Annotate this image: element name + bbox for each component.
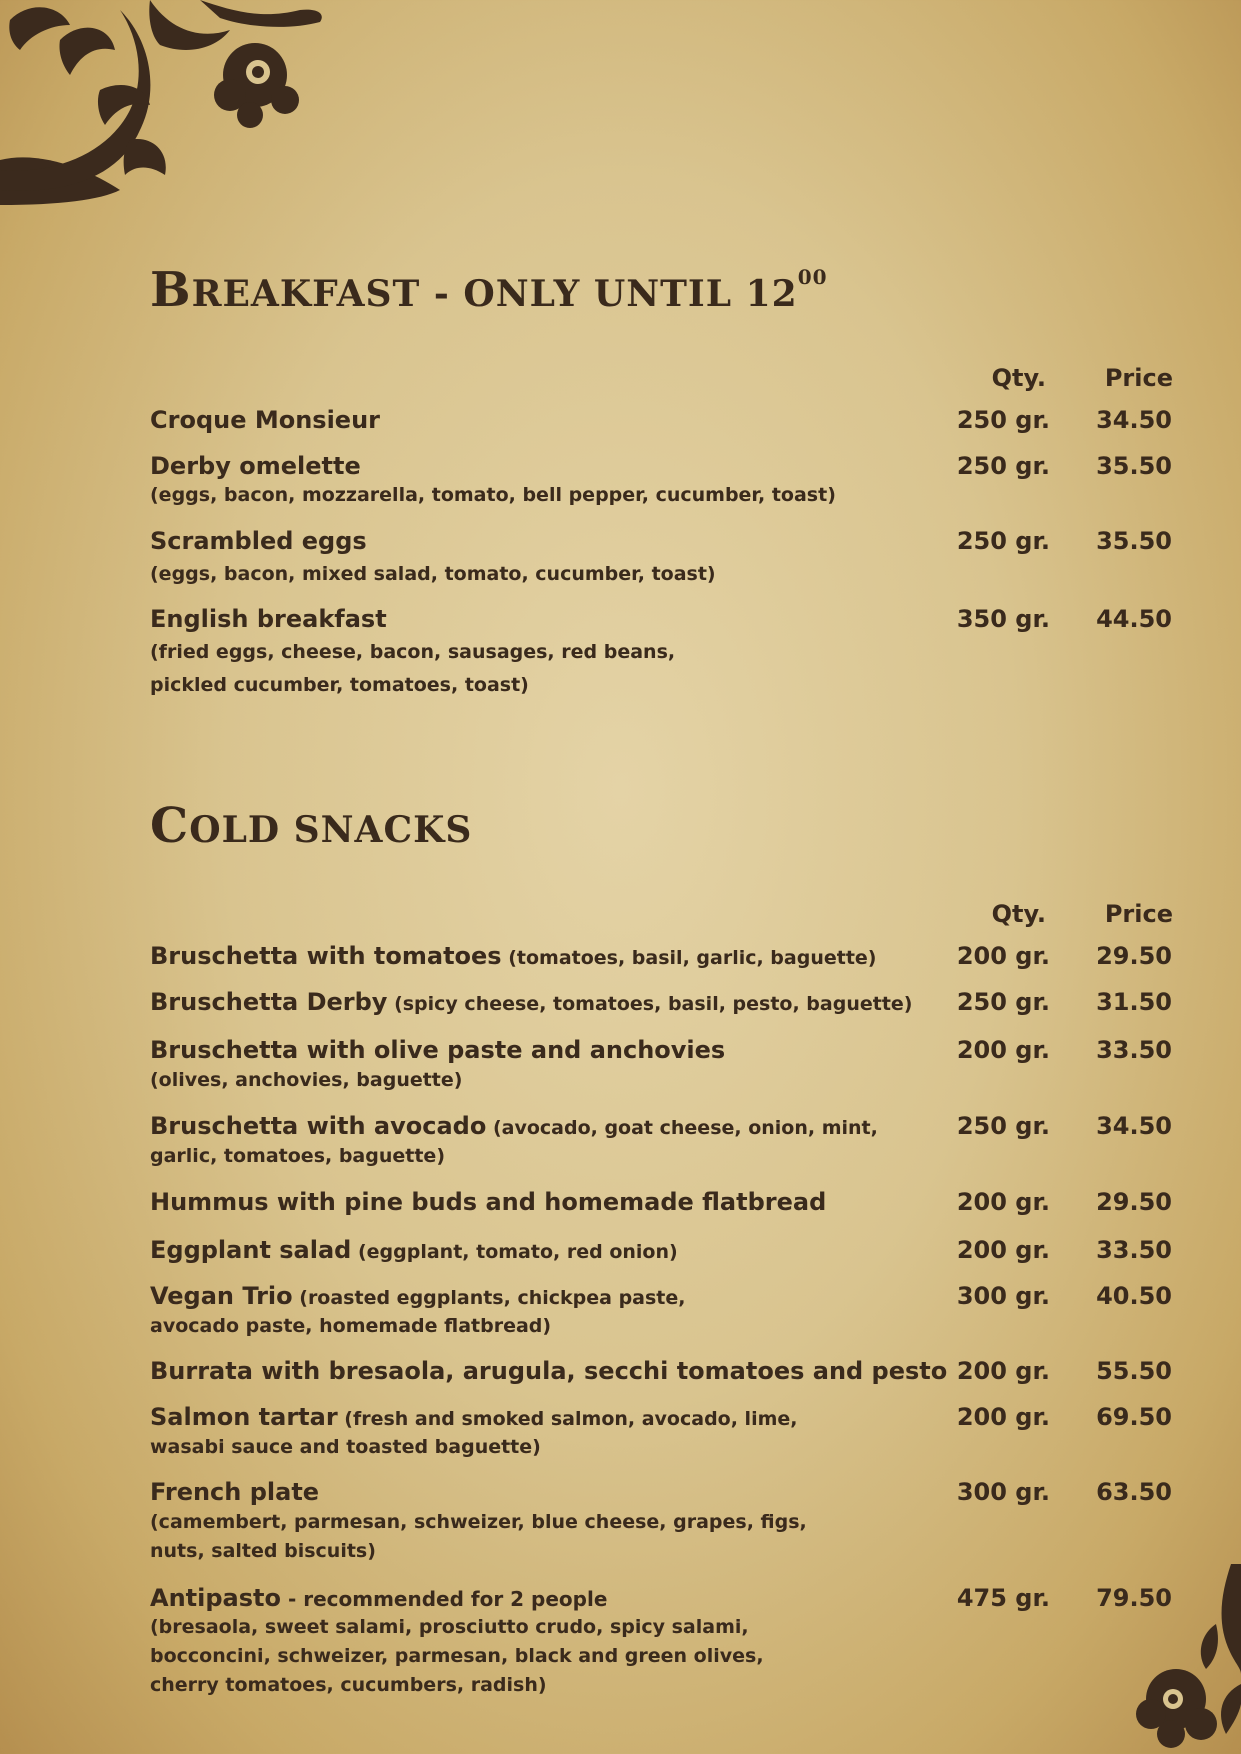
item-name: Bruschetta Derby: [150, 988, 388, 1016]
item-qty: 200 gr.: [956, 1357, 1050, 1385]
menu-item: [150, 942, 1241, 970]
floral-ornament-icon: [0, 0, 330, 210]
item-description: (eggplant, tomato, red onion): [351, 1241, 678, 1263]
item-description: (fried eggs, cheese, bacon, sausages, red beans,: [150, 641, 676, 663]
item-name: Salmon tartar: [150, 1403, 338, 1431]
cold-snacks-title: COLD SNACKS: [150, 798, 473, 854]
menu-item: [150, 452, 1241, 506]
item-description: (olives, anchovies, baguette): [150, 1069, 463, 1091]
item-description: (tomatoes, basil, garlic, baguette): [501, 947, 877, 969]
item-description: pickled cucumber, tomatoes, toast): [150, 674, 529, 696]
item-description: wasabi sauce and toasted baguette): [150, 1436, 541, 1458]
item-price: 55.50: [1096, 1357, 1172, 1385]
item-qty: 250 gr.: [956, 988, 1050, 1016]
item-qty: 350 gr.: [956, 605, 1050, 633]
item-description: (bresaola, sweet salami, prosciutto crudo, spicy salami,: [150, 1616, 749, 1638]
item-name: English breakfast: [150, 605, 387, 633]
item-qty: 200 gr.: [956, 1403, 1050, 1431]
item-description: bocconcini, schweizer, parmesan, black and green olives,: [150, 1645, 764, 1667]
menu-item: [150, 527, 1241, 585]
item-price: 33.50: [1096, 1236, 1172, 1264]
item-description: nuts, salted biscuits): [150, 1540, 376, 1562]
item-name: Bruschetta with avocado: [150, 1112, 487, 1140]
item-name: Scrambled eggs: [150, 527, 367, 555]
price-column-header: Price: [1104, 364, 1173, 392]
item-price: 35.50: [1096, 452, 1172, 480]
menu-item: [150, 988, 1241, 1016]
item-description: (camembert, parmesan, schweizer, blue cheese, grapes, figs,: [150, 1511, 807, 1533]
item-qty: 475 gr.: [956, 1584, 1050, 1612]
item-name: Hummus with pine buds and homemade flatbread: [150, 1188, 827, 1216]
item-description: (fresh and smoked salmon, avocado, lime,: [337, 1408, 798, 1430]
item-description: (eggs, bacon, mozzarella, tomato, bell pepper, cucumber, toast): [150, 484, 836, 506]
item-qty: 250 gr.: [956, 527, 1050, 555]
price-column-header: Price: [1104, 900, 1173, 928]
menu-item: [150, 1236, 1241, 1264]
item-price: 29.50: [1096, 942, 1172, 970]
item-price: 44.50: [1096, 605, 1172, 633]
item-qty: 200 gr.: [956, 1236, 1050, 1264]
item-qty: 250 gr.: [956, 1112, 1050, 1140]
item-description: (eggs, bacon, mixed salad, tomato, cucumber, toast): [150, 563, 716, 585]
item-qty: 250 gr.: [956, 452, 1050, 480]
menu-item: [150, 406, 1241, 434]
item-description: (roasted eggplants, chickpea paste,: [292, 1287, 686, 1309]
menu-item: [150, 1357, 1241, 1385]
item-description: (avocado, goat cheese, onion, mint,: [486, 1117, 878, 1139]
menu-item: [150, 1036, 1241, 1091]
breakfast-title: BREAKFAST - ONLY UNTIL $12^{00}$: [150, 262, 828, 318]
item-name: French plate: [150, 1478, 320, 1506]
item-name: Bruschetta with olive paste and anchovies: [150, 1036, 726, 1064]
item-name: Burrata with bresaola, arugula, secchi tomatoes and pesto: [150, 1357, 948, 1385]
item-name: Bruschetta with tomatoes: [150, 942, 502, 970]
item-description: garlic, tomatoes, baguette): [150, 1145, 446, 1167]
item-name: Vegan Trio: [150, 1282, 293, 1310]
item-qty: 200 gr.: [956, 1036, 1050, 1064]
item-qty: 300 gr.: [956, 1478, 1050, 1506]
menu-item: [150, 605, 1241, 696]
item-name: Derby omelette: [150, 452, 361, 480]
item-description: avocado paste, homemade flatbread): [150, 1315, 552, 1337]
menu-item: [150, 1403, 1241, 1458]
item-note: - recommended for 2 people: [280, 1587, 608, 1611]
qty-column-header: Qty.: [991, 900, 1046, 928]
item-qty: 200 gr.: [956, 942, 1050, 970]
qty-column-header: Qty.: [991, 364, 1046, 392]
menu-item: [150, 1282, 1241, 1337]
menu-item: [150, 1188, 1241, 1216]
item-price: 33.50: [1096, 1036, 1172, 1064]
item-price: 31.50: [1096, 988, 1172, 1016]
item-qty: 200 gr.: [956, 1188, 1050, 1216]
item-price: 79.50: [1096, 1584, 1172, 1612]
item-price: 40.50: [1096, 1282, 1172, 1310]
item-name: Eggplant salad: [150, 1236, 352, 1264]
item-name: Croque Monsieur: [150, 406, 381, 434]
item-description: cherry tomatoes, cucumbers, radish): [150, 1674, 547, 1696]
item-price: 69.50: [1096, 1403, 1172, 1431]
item-price: 34.50: [1096, 1112, 1172, 1140]
item-price: 29.50: [1096, 1188, 1172, 1216]
item-name: Antipasto: [150, 1584, 281, 1612]
item-description: (spicy cheese, tomatoes, basil, pesto, baguette): [387, 993, 913, 1015]
menu-item: [150, 1478, 1241, 1562]
menu-item: [150, 1112, 1241, 1167]
item-price: 63.50: [1096, 1478, 1172, 1506]
item-qty: 300 gr.: [956, 1282, 1050, 1310]
item-price: 35.50: [1096, 527, 1172, 555]
menu-item: [150, 1584, 1241, 1696]
item-price: 34.50: [1096, 406, 1172, 434]
item-qty: 250 gr.: [956, 406, 1050, 434]
